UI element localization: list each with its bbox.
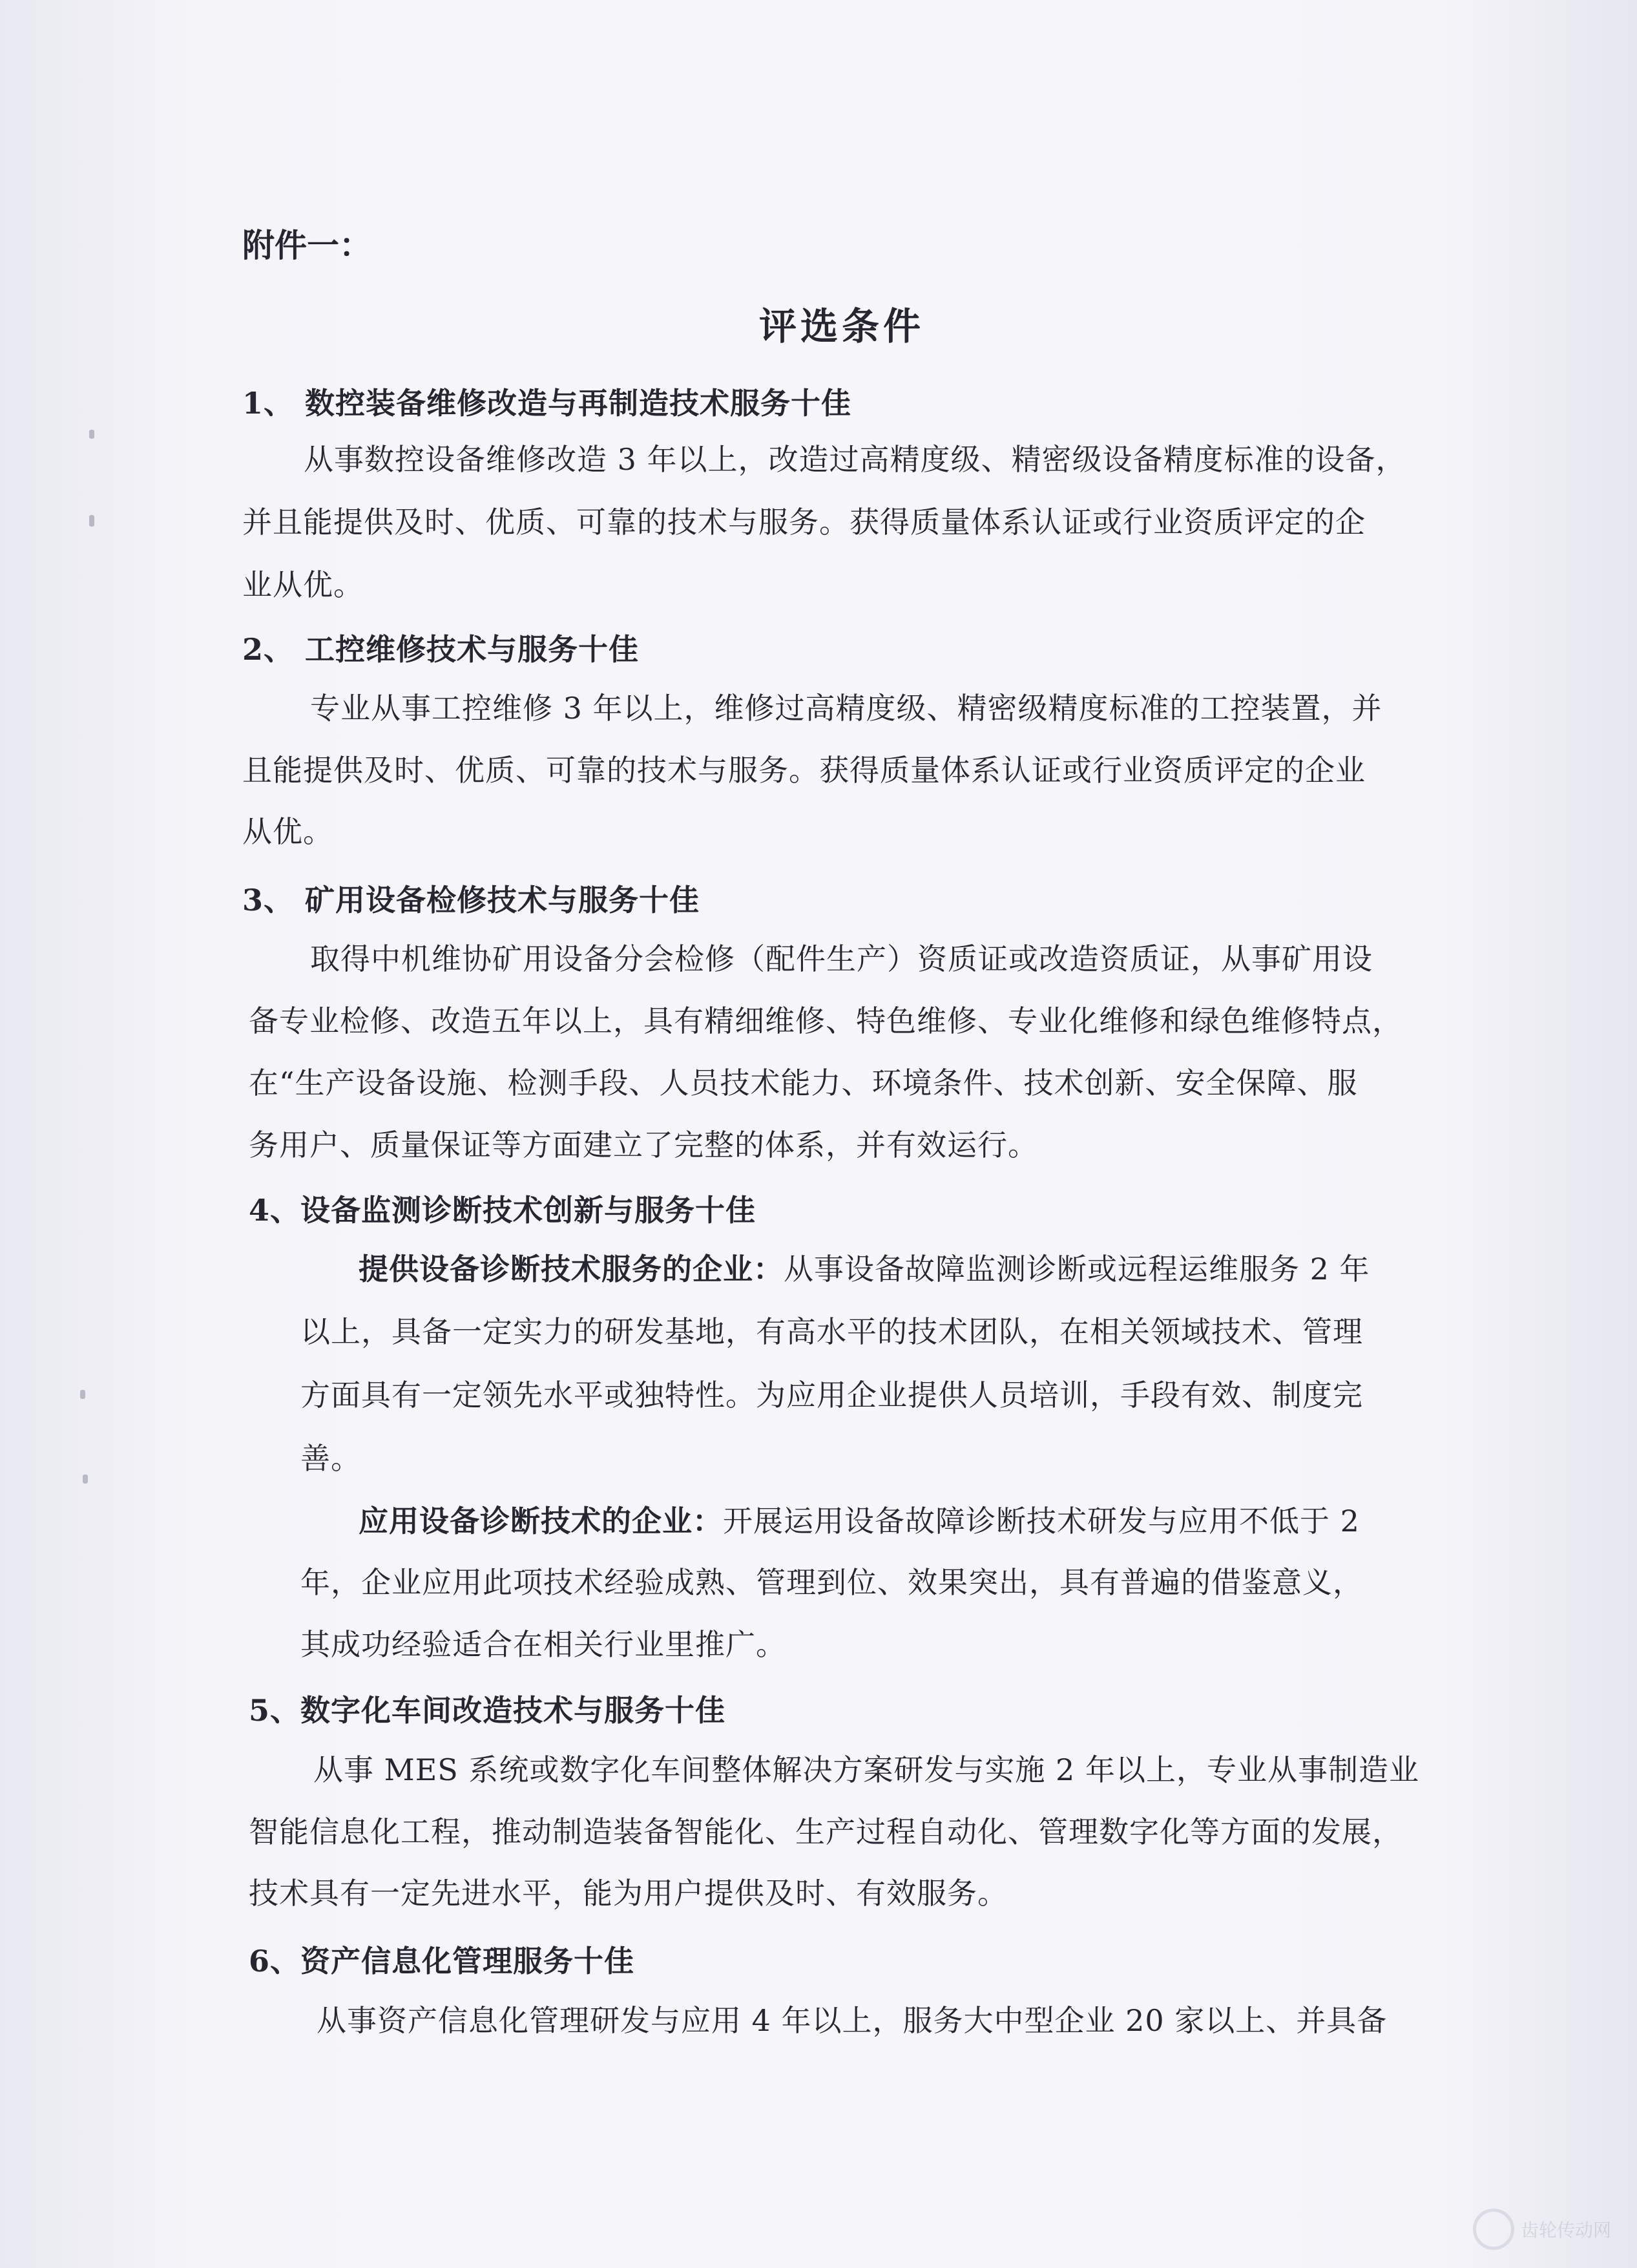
annex-label: 附件一： [242, 226, 371, 264]
body-line [310, 940, 1373, 978]
body-line [300, 1439, 361, 1478]
scan-mark [89, 515, 94, 527]
body-line [249, 1874, 1008, 1913]
body-line [249, 1126, 1038, 1164]
document-title: 评选条件 [759, 304, 925, 348]
lead-in-label: 提供设备诊断技术服务的企业： [359, 1252, 784, 1286]
body-line [242, 812, 333, 851]
section-heading [249, 1691, 725, 1730]
body-line [249, 1064, 1358, 1102]
line-text: 方面具有一定领先水平或独特性。为应用企业提供人员培训，手段有效、制度完 [300, 1378, 1363, 1412]
line-text: 其成功经验适合在相关行业里推广。 [300, 1627, 786, 1662]
body-line [242, 503, 1366, 541]
scan-mark [83, 1475, 88, 1484]
line-text: 2、 工控维修技术与服务十佳 [242, 632, 640, 667]
body-line [300, 1563, 1363, 1602]
body-line [242, 565, 364, 604]
body-line [359, 1250, 1370, 1288]
line-text: 且能提供及时、优质、可靠的技术与服务。获得质量体系认证或行业资质评定的企业 [242, 753, 1366, 788]
site-watermark [1473, 2209, 1611, 2250]
line-text: 并且能提供及时、优质、可靠的技术与服务。获得质量体系认证或行业资质评定的企 [242, 505, 1366, 540]
line-text: 务用户、质量保证等方面建立了完整的体系，并有效运行。 [249, 1128, 1038, 1162]
line-text: 在“生产设备设施、检测手段、人员技术能力、环境条件、技术创新、安全保障、服 [249, 1066, 1358, 1100]
line-text: 从优。 [242, 814, 333, 849]
body-line [300, 1312, 1363, 1351]
section-heading [242, 630, 639, 669]
line-text: 5、数字化车间改造技术与服务十佳 [249, 1693, 726, 1728]
body-line [242, 751, 1366, 790]
line-text: 以上，具备一定实力的研发基地，有高水平的技术团队，在相关领域技术、管理 [300, 1314, 1363, 1349]
body-line [249, 1002, 1402, 1040]
watermark-text: 齿轮传动网 [1520, 2220, 1611, 2241]
line-text: 6、资产信息化管理服务十佳 [249, 1944, 635, 1979]
line-text: 取得中机维协矿用设备分会检修（配件生产）资质证或改造资质证，从事矿用设 [310, 941, 1373, 976]
line-text: 从事资产信息化管理研发与应用 4 年以上，服务大中型企业 20 家以上、并具备 [317, 2003, 1388, 2038]
scan-mark [80, 1390, 85, 1399]
body-line [359, 1502, 1360, 1540]
line-text: 从事 MES 系统或数字化车间整体解决方案研发与实施 2 年以上，专业从事制造业 [313, 1752, 1419, 1787]
scan-mark [89, 430, 94, 439]
body-line [300, 1376, 1363, 1414]
section-heading [249, 1942, 634, 1980]
body-line [300, 1625, 786, 1664]
body-line [310, 689, 1382, 728]
line-text: 技术具有一定先进水平，能为用户提供及时、有效服务。 [249, 1876, 1008, 1911]
line-text: 4、设备监测诊断技术创新与服务十佳 [249, 1193, 756, 1228]
line-text: 善。 [300, 1441, 361, 1476]
line-text: 智能信息化工程，推动制造装备智能化、生产过程自动化、管理数字化等方面的发展， [249, 1814, 1402, 1849]
body-line [304, 440, 1406, 479]
section-heading [249, 1191, 756, 1230]
line-text: 开展运用设备故障诊断技术研发与应用不低于 2 [723, 1504, 1360, 1538]
gear-logo-icon [1473, 2209, 1514, 2250]
body-line [249, 1812, 1402, 1851]
line-text: 业从优。 [242, 567, 364, 602]
line-text: 从事数控设备维修改造 3 年以上，改造过高精度级、精密级设备精度标准的设备， [304, 442, 1406, 477]
body-line [317, 2001, 1387, 2040]
line-text: 3、 矿用设备检修技术与服务十佳 [242, 883, 700, 918]
body-line [313, 1750, 1419, 1789]
section-heading [242, 881, 700, 919]
section-heading [242, 384, 851, 423]
lead-in-label: 应用设备诊断技术的企业： [359, 1504, 723, 1538]
line-text: 从事设备故障监测诊断或远程运维服务 2 年 [784, 1252, 1370, 1286]
line-text: 1、 数控装备维修改造与再制造技术服务十佳 [242, 386, 852, 421]
line-text: 年，企业应用此项技术经验成熟、管理到位、效果突出，具有普遍的借鉴意义， [300, 1565, 1363, 1600]
line-text: 专业从事工控维修 3 年以上，维修过高精度级、精密级精度标准的工控装置，并 [310, 691, 1382, 726]
line-text: 备专业检修、改造五年以上，具有精细维修、特色维修、专业化维修和绿色维修特点， [249, 1003, 1402, 1038]
